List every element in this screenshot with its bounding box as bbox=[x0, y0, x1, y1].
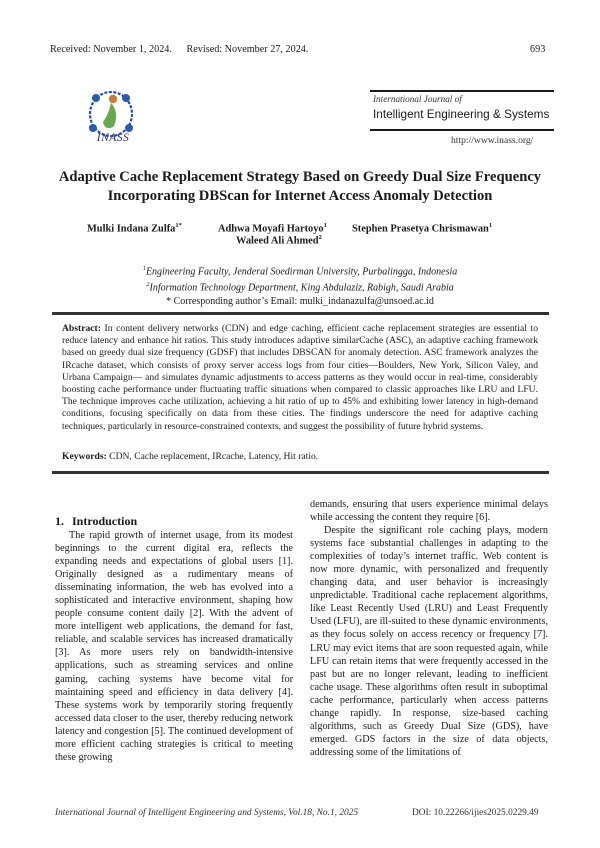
journal-name: Intelligent Engineering & Systems bbox=[373, 107, 550, 121]
author bbox=[236, 234, 322, 246]
author-sup: 1 bbox=[323, 222, 327, 229]
abstract bbox=[62, 323, 538, 433]
journal-prefix: International Journal of bbox=[373, 94, 462, 104]
title-line-2: Incorporating DBScan for Internet Access Anomaly Detection bbox=[107, 188, 493, 204]
author-sup: 1 bbox=[488, 222, 493, 229]
author-name: Adhwa Moyafi Hartoyo bbox=[218, 223, 324, 235]
affiliations bbox=[40, 262, 560, 308]
body-column-left bbox=[55, 529, 293, 764]
keywords-label: Keywords: bbox=[62, 451, 107, 462]
inass-logo-icon bbox=[76, 86, 146, 156]
journal-rule-top bbox=[370, 90, 554, 92]
affiliation-text: Information Technology Department, King Abdulaziz, Rabigh, Saudi Arabia bbox=[149, 282, 454, 294]
author bbox=[87, 222, 182, 234]
section-number: 1. bbox=[55, 514, 64, 528]
author-name: Mulki Indana Zulfa bbox=[87, 223, 176, 235]
author-name: Waleed Ali Ahmed bbox=[236, 235, 319, 247]
abstract-label: Abstract: bbox=[62, 323, 101, 334]
affiliation-text: Engineering Faculty, Jenderal Soedirman University, Purbalingga, Indonesia bbox=[145, 266, 458, 278]
author bbox=[218, 222, 327, 234]
keywords bbox=[62, 451, 538, 462]
abstract-rule-bottom bbox=[52, 471, 549, 474]
author bbox=[352, 222, 492, 234]
corresponding-author: * Corresponding author’s Email: mulki_indanazulfa@unsoed.ac.id bbox=[166, 295, 434, 307]
title-line-1: Adaptive Cache Replacement Strategy Based on Greedy Dual Size Frequency bbox=[58, 169, 542, 185]
author-sup: 1* bbox=[175, 222, 182, 229]
paper-title bbox=[40, 168, 560, 206]
journal-rule-bottom bbox=[370, 129, 554, 131]
body-column-right bbox=[310, 498, 548, 759]
page-number: 693 bbox=[530, 44, 546, 55]
section-heading bbox=[55, 514, 137, 529]
keywords-text: CDN, Cache replacement, IRcache, Latency, Hit ratio. bbox=[109, 451, 319, 462]
revised-date: Revised: November 27, 2024. bbox=[186, 44, 309, 55]
footer-doi[interactable]: DOI: 10.22266/ijies2025.0229.49 bbox=[412, 808, 539, 818]
author-sup: 2 bbox=[318, 234, 322, 241]
submission-dates bbox=[50, 44, 308, 55]
affiliation-sup: 1 bbox=[142, 265, 146, 272]
affiliation bbox=[40, 262, 560, 278]
paragraph: Despite the significant role caching plays, modern systems face substantial challenges in adapting to the complexities of today’s internet traffic. Web content is now more dynamic, with personalized and frequently changing data, and user behavior is increasingly unpredictable. Traditional cache replacement algorithms, like Least Recently Used (LRU) and Least Frequently Used (LFU), are ill-suited to these dynamic environments, as they focus solely on access recency or frequency [7]. LRU may evict items that are soon requested again, while LFU can retain items that were frequently accessed in the past but are no longer relevant, leading to inefficient cache usage. These algorithms often result in suboptimal cache performance, particularly when access patterns change rapidly. In response, size-based caching algorithms, such as Greedy Dual Size (GDS), have emerged. GDS factors in the size of data objects, addressing some of the limitations of bbox=[310, 525, 548, 758]
affiliation bbox=[40, 278, 560, 294]
journal-url[interactable]: http://www.inass.org/ bbox=[451, 135, 534, 146]
abstract-text: In content delivery networks (CDN) and edge caching, efficient cache replacement strategies are essential to reduce latency and enhance hit ratios. This study introduces adaptive similarCache (ASC), an adaptive caching framework based on greedy dual size frequency (GDSF) that includes DBSCAN for anomaly detection. ASC framework analyzes the IRcache dataset, which consists of proxy server access logs from four cities—Boulders, New York, Silicon Valey, and Urbana Campaign— and simulates dynamic adjustments to access patterns as they would occur in real-time, considerably boosting cache performance under fluctuating traffic situations when compared to classic approaches like LRU and LFU. The technique improves cache utilization, achieving a hit ratio of up to 45% and exhibiting lower latency in high-demand conditions, focusing specifically on data from these cities. The findings underscore the need for adaptive caching techniques, particularly in resource-constrained contexts, and suggest the possibility of future hybrid systems. bbox=[62, 323, 538, 432]
received-date: Received: November 1, 2024. bbox=[50, 44, 172, 55]
paragraph: The rapid growth of internet usage, from its modest beginnings to the current digital era, reflects the expanding needs and expectations of global users [1]. Originally designed as a rudimentary means of disseminating information, the web has evolved into a sophisticated and interactive environment, shaping how people consume content daily [2]. With the advent of more intelligent web applications, the demand for fast, reliable, and scalable services has increased dramatically [3]. As more users rely on bandwidth-intensive applications, such as streaming services and online gaming, caching systems have become vital for maintaining speed and efficiency in data delivery [4]. These systems work by temporarily storing frequently accessed data closer to the user, thereby reducing network latency and congestion [5]. The continued development of more efficient caching strategies is critical to meeting these growing bbox=[55, 530, 293, 763]
abstract-rule-top bbox=[52, 312, 549, 315]
logo-text: INASS bbox=[96, 132, 130, 144]
paragraph: demands, ensuring that users experience minimal delays while accessing the content they require [6]. bbox=[310, 499, 548, 524]
author-name: Stephen Prasetya Chrismawan bbox=[352, 223, 489, 235]
section-title: Introduction bbox=[72, 514, 138, 528]
affiliation-sup: 2 bbox=[146, 281, 150, 289]
footer-citation: International Journal of Intelligent Engineering and Systems, Vol.18, No.1, 2025 bbox=[55, 808, 359, 818]
